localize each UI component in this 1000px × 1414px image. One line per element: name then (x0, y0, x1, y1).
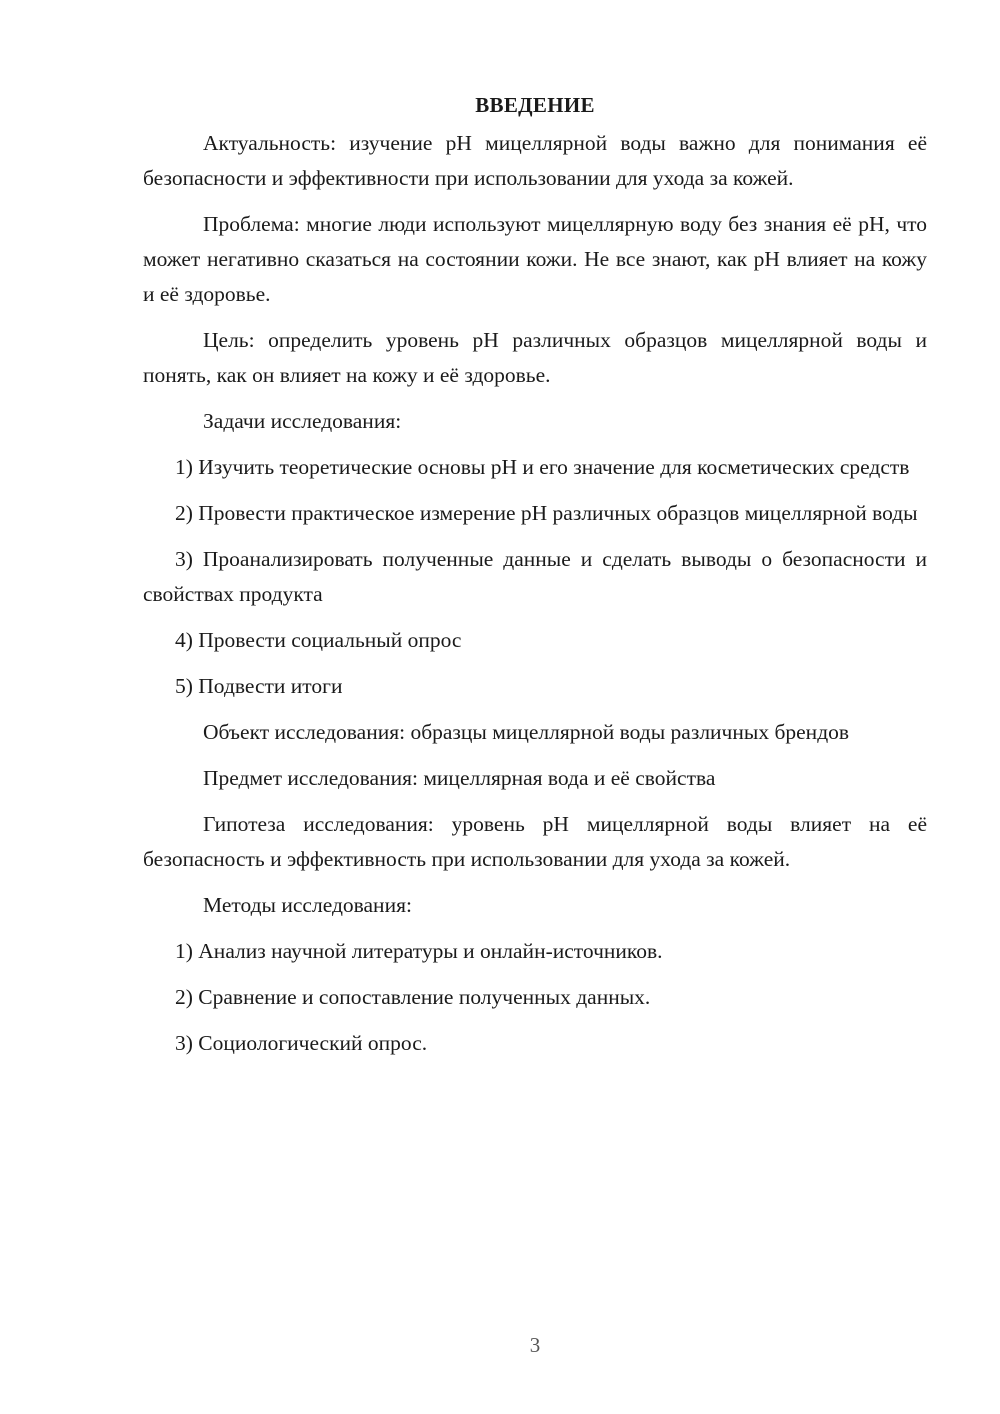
paragraph-problem: Проблема: многие люди используют мицеллярную воду без знания её pH, что может негативно сказаться на состоянии кожи. Не все знают, как pH влияет на кожу и её здоровье. (143, 212, 927, 306)
paragraph-goal: Цель: определить уровень pH различных образцов мицеллярной воды и понять, как он влияет на кожу и её здоровье. (143, 328, 927, 387)
task-item-3: 3) Проанализировать полученные данные и сделать выводы о безопасности и свойствах продукта (143, 547, 927, 606)
page-number: 3 (529, 1333, 541, 1357)
task-item-1: 1) Изучить теоретические основы pH и его значение для косметических средств (175, 455, 910, 479)
method-item-2: 2) Сравнение и сопоставление полученных данных. (175, 985, 651, 1009)
paragraph-subject: Предмет исследования: мицеллярная вода и её свойства (203, 766, 716, 790)
document-page (143, 88, 927, 1072)
method-item-3: 3) Социологический опрос. (175, 1031, 428, 1055)
method-item-1: 1) Анализ научной литературы и онлайн-источников. (175, 939, 663, 963)
section-title: ВВЕДЕНИЕ (475, 93, 595, 117)
task-item-2: 2) Провести практическое измерение pH различных образцов мицеллярной воды (175, 501, 918, 525)
paragraph-hypothesis: Гипотеза исследования: уровень pH мицеллярной воды влияет на её безопасность и эффективность при использовании для ухода за кожей. (143, 812, 927, 871)
task-item-4: 4) Провести социальный опрос (175, 628, 462, 652)
paragraph-object: Объект исследования: образцы мицеллярной воды различных брендов (203, 720, 850, 744)
paragraph-methods-heading: Методы исследования: (203, 893, 412, 917)
task-item-5: 5) Подвести итоги (175, 674, 343, 698)
paragraph-tasks-heading: Задачи исследования: (203, 409, 402, 433)
paragraph-relevance: Актуальность: изучение pH мицеллярной воды важно для понимания её безопасности и эффективности при использовании для ухода за кожей. (143, 131, 927, 190)
